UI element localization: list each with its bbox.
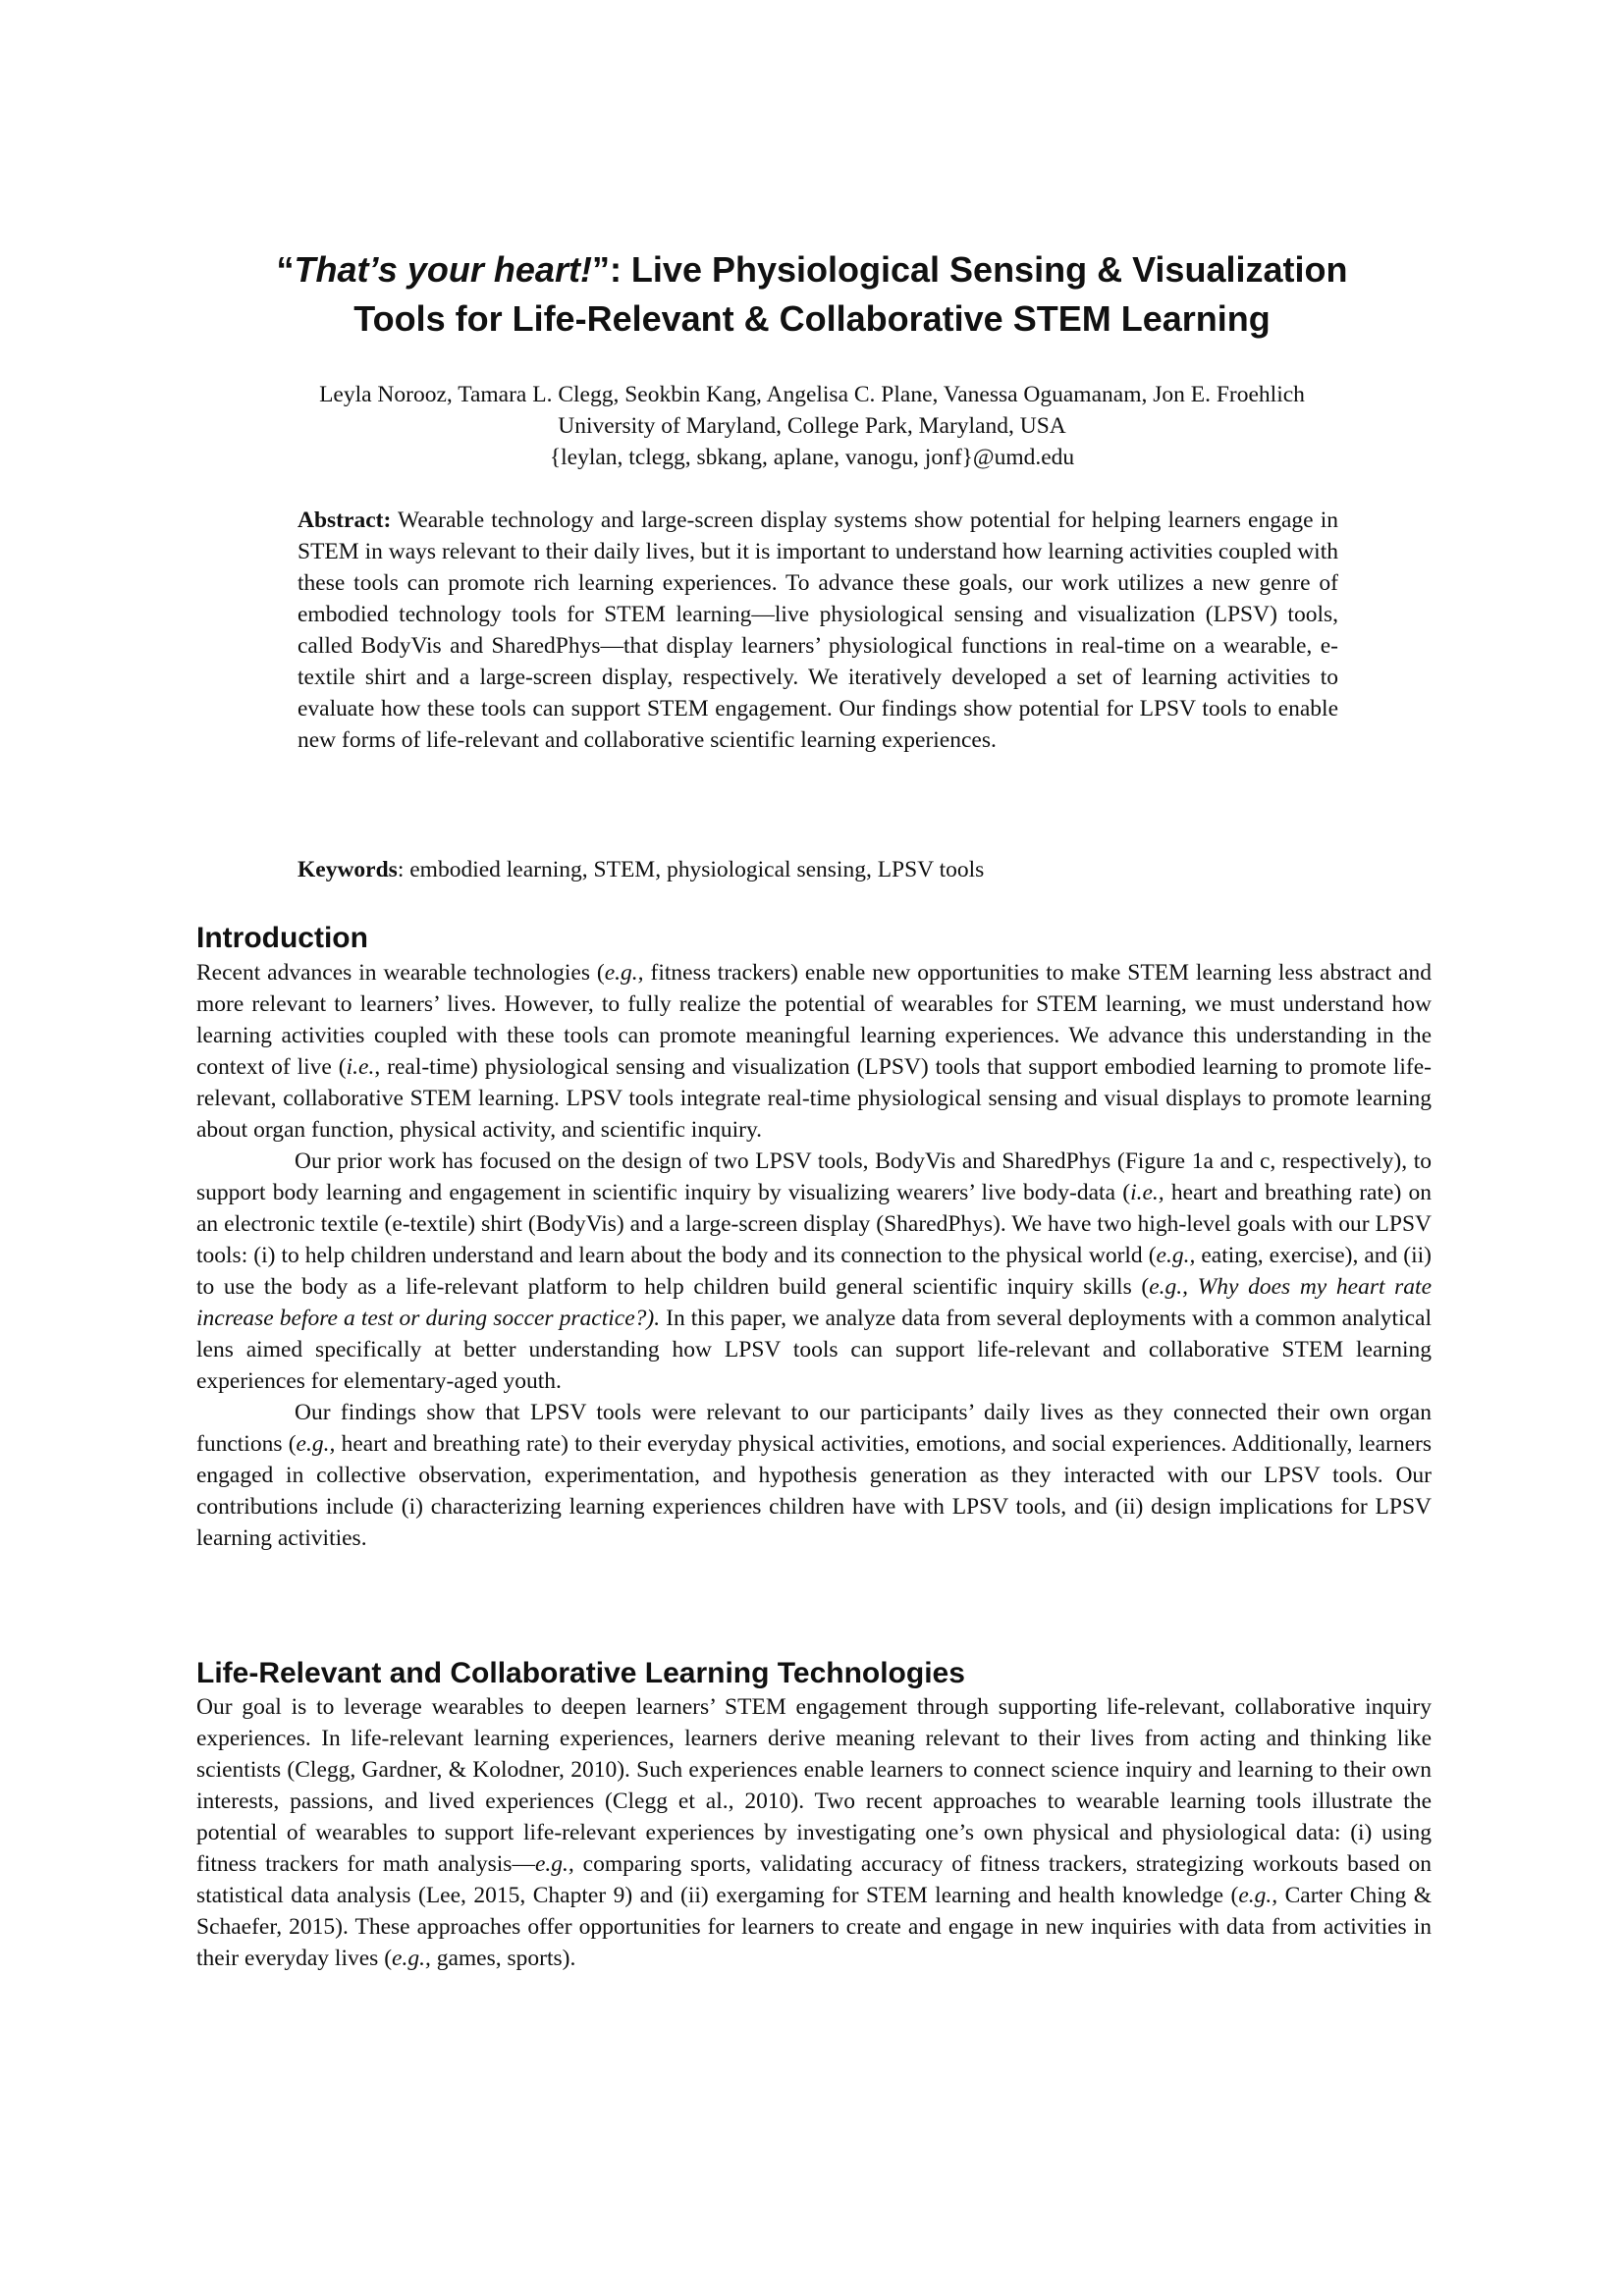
- keywords: [298, 854, 1338, 885]
- section2-body: [196, 1691, 1432, 1974]
- title-line1-rest: : Live Physiological Sensing & Visualization: [609, 249, 1348, 290]
- author-block: [147, 379, 1477, 473]
- intro-paragraph-3: [196, 1397, 1432, 1554]
- text-run: heart and breathing rate) to their everyday physical activities, emotions, and social experiences. Additionally, learners engaged in collective observation, experimentation, and hypothesis generation as they interacted with our LPSV tools. Our contributions include (i) characterizing learning experiences children have with LPSV tools, and (ii) design implications for LPSV learning activities.: [196, 1431, 1432, 1551]
- text-run: eating, exercise), and (ii) to use the body as a life-relevant platform to help children build general scientific inquiry skills (: [196, 1243, 1432, 1300]
- paper-title: [196, 245, 1428, 344]
- text-run-italic: e.g.,: [604, 960, 644, 986]
- text-run: , real-time) physiological sensing and visualization (LPSV) tools that support embodied learning to promote life-relevant, collaborative STEM learning. LPSV tools integrate real-time physiological sensing and visual displays to promote learning about organ function, physical activity, and scientific inquiry.: [196, 1054, 1432, 1143]
- keywords-label: Keywords: [298, 857, 398, 882]
- abstract-label: Abstract:: [298, 507, 392, 533]
- title-quote-open: “: [276, 249, 295, 290]
- text-run-italic: e.g., Why does my heart rate increase before a test or during soccer practice?).: [196, 1274, 1432, 1331]
- text-run-italic: i.e.,: [1130, 1180, 1164, 1205]
- title-quote-close: ”: [591, 249, 610, 290]
- text-run: fitness trackers) enable new opportunities to make STEM learning less abstract and more relevant to learners’ lives. However, to fully realize the potential of wearables for STEM learning, we must understand how learning activities coupled with these tools can promote meaningful learning experiences. We advance this understanding in the context of live (: [196, 960, 1432, 1080]
- text-run-italic: i.e.: [346, 1054, 375, 1080]
- text-run: In this paper, we analyze data from several deployments with a common analytical lens aimed specifically at better understanding how LPSV tools can support life-relevant and collaborative STEM learning experiences for elementary-aged youth.: [196, 1306, 1432, 1394]
- section2-paragraph-1: [196, 1691, 1432, 1974]
- text-run: Recent advances in wearable technologies (: [196, 960, 605, 986]
- title-line2: Tools for Life-Relevant & Collaborative STEM Learning: [353, 298, 1271, 339]
- author-emails: {leylan, tclegg, sbkang, aplane, vanogu, jonf}@umd.edu: [549, 445, 1075, 470]
- keywords-text: : embodied learning, STEM, physiological sensing, LPSV tools: [397, 857, 985, 882]
- text-run: Our goal is to leverage wearables to deepen learners’ STEM engagement through supporting life-relevant, collaborative inquiry experiences. In life-relevant learning experiences, learners derive meaning relevant to their lives from acting and thinking like scientists (Clegg, Gardner, & Kolodner, 2010). Such experiences enable learners to connect science inquiry and learning to their own interests, passions, and lived experiences (Clegg et al., 2010). Two recent approaches to wearable learning tools illustrate the potential of wearables to support life-relevant experiences by investigating one’s own physical and physiological data: (i) using fitness trackers for math analysis—: [196, 1694, 1432, 1877]
- author-names: Leyla Norooz, Tamara L. Clegg, Seokbin Kang, Angelisa C. Plane, Vanessa Oguamanam, Jon E. Froehlich: [319, 382, 1305, 407]
- text-run: comparing sports, validating accuracy of fitness trackers, strategizing workouts based on statistical data analysis (Lee, 2015, Chapter 9) and (ii) exergaming for STEM learning and health knowledge (: [196, 1851, 1432, 1908]
- intro-paragraph-2: [196, 1146, 1432, 1397]
- text-run: Our findings show that LPSV tools were relevant to our participants’ daily lives as they connected their own organ functions (: [196, 1400, 1432, 1457]
- title-quote: That’s your heart!: [294, 249, 592, 290]
- section-heading-introduction: Introduction: [196, 922, 368, 954]
- section-heading-life-relevant: Life-Relevant and Collaborative Learning Technologies: [196, 1657, 965, 1689]
- introduction-body: [196, 957, 1432, 1554]
- text-run: games, sports).: [430, 1946, 576, 1971]
- text-run-italic: e.g.,: [392, 1946, 431, 1971]
- text-run: Our prior work has focused on the design of two LPSV tools, BodyVis and SharedPhys (Figure 1a and c, respectively), to support body learning and engagement in scientific inquiry by visualizing wearers’ live body-data (: [196, 1148, 1432, 1205]
- abstract: [298, 505, 1338, 756]
- author-affiliation: University of Maryland, College Park, Maryland, USA: [558, 413, 1066, 439]
- intro-paragraph-1: [196, 957, 1432, 1146]
- text-run-italic: e.g.,: [1156, 1243, 1196, 1268]
- text-run-italic: e.g.,: [534, 1851, 574, 1877]
- text-run: Carter Ching & Schaefer, 2015). These approaches offer opportunities for learners to create and engage in new inquiries with data from activities in their everyday lives (: [196, 1883, 1433, 1971]
- abstract-text: Wearable technology and large-screen display systems show potential for helping learners engage in STEM in ways relevant to their daily lives, but it is important to understand how learning activities coupled with these tools can promote rich learning experiences. To advance these goals, our work utilizes a new genre of embodied technology tools for STEM learning—live physiological sensing and visualization (LPSV) tools, called BodyVis and SharedPhys—that display learners’ physiological functions in real-time on a wearable, e-textile shirt and a large-screen display, respectively. We iteratively developed a set of learning activities to evaluate how these tools can support STEM engagement. Our findings show potential for LPSV tools to enable new forms of life-relevant and collaborative scientific learning experiences.: [298, 507, 1338, 753]
- text-run-italic: e.g.,: [296, 1431, 336, 1457]
- text-run-italic: e.g.,: [1238, 1883, 1278, 1908]
- text-run: heart and breathing rate) on an electronic textile (e-textile) shirt (BodyVis) and a large-screen display (SharedPhys). We have two high-level goals with our LPSV tools: (i) to help children understand and learn about the body and its connection to the physical world (: [196, 1180, 1432, 1268]
